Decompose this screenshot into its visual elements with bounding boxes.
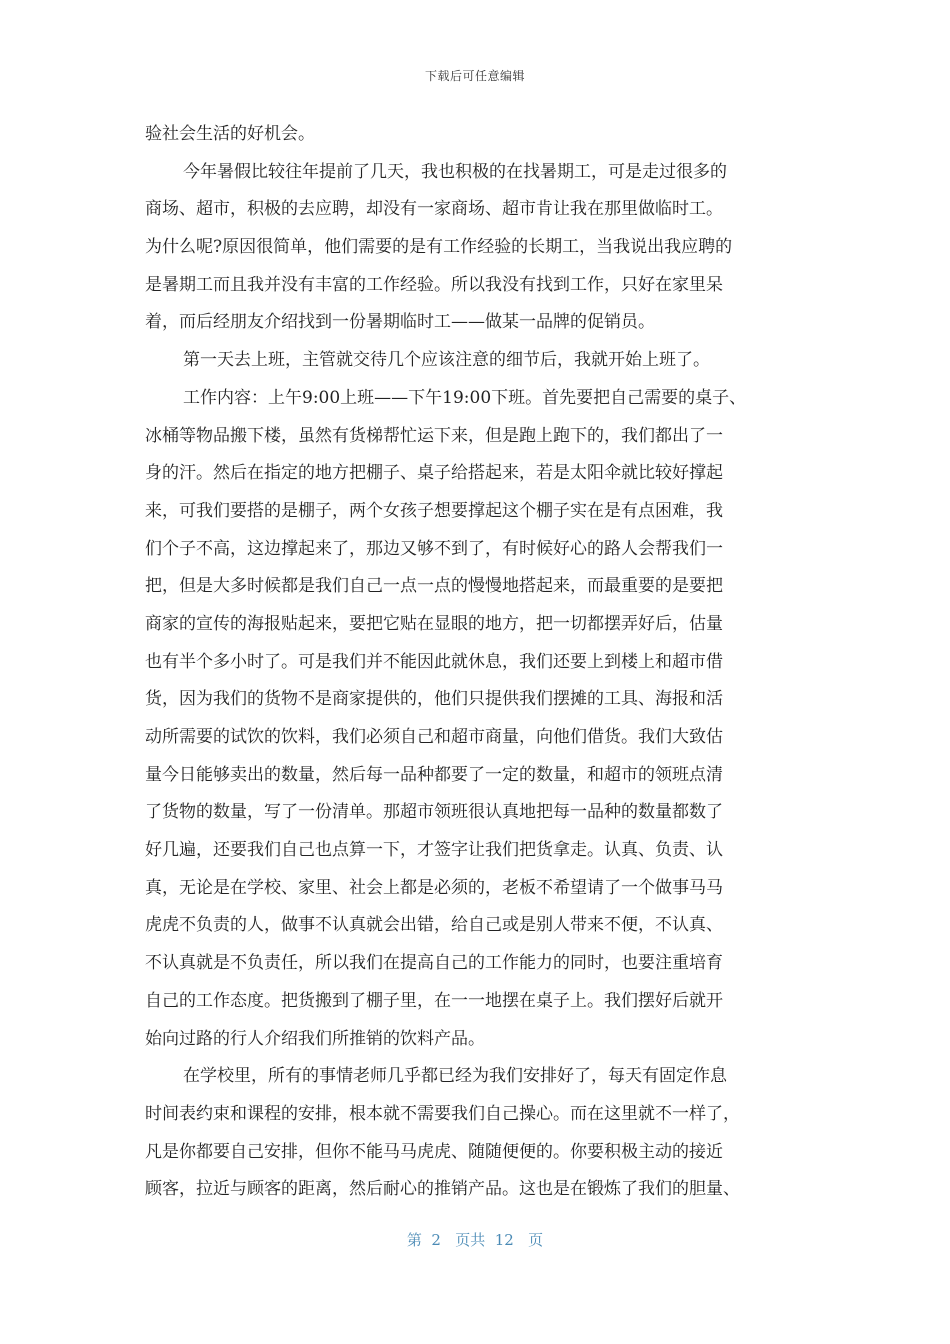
text-line: 今年暑假比较往年提前了几天，我也积极的在找暑期工，可是走过很多的 bbox=[183, 161, 727, 182]
document-body bbox=[145, 116, 810, 1209]
text-line: 凡是你都要自己安排，但你不能马马虎虎、随随便便的。你要积极主动的接近 bbox=[145, 1141, 723, 1162]
text-line: 货，因为我们的货物不是商家提供的，他们只提供我们摆摊的工具、海报和活 bbox=[145, 689, 723, 710]
text-line: 也有半个多小时了。可是我们并不能因此就休息，我们还要上到楼上和超市借 bbox=[145, 651, 723, 672]
text-line: 身的汗。然后在指定的地方把棚子、桌子给搭起来，若是太阳伞就比较好撑起 bbox=[145, 463, 723, 484]
page-header: 下载后可任意编辑 bbox=[424, 69, 525, 83]
text-line: 来，可我们要搭的是棚子，两个女孩子想要撑起这个棚子实在是有点困难，我 bbox=[145, 500, 723, 521]
text-line: 是暑期工而且我并没有丰富的工作经验。所以我没有找到工作，只好在家里呆 bbox=[145, 274, 723, 295]
text-line: 真，无论是在学校、家里、社会上都是必须的，老板不希望请了一个做事马马 bbox=[145, 877, 723, 898]
text-line: 为什么呢?原因很简单，他们需要的是有工作经验的长期工，当我说出我应聘的 bbox=[145, 237, 733, 258]
text-line: 虎虎不负责的人，做事不认真就会出错，给自己或是别人带来不便，不认真、 bbox=[145, 915, 723, 936]
text-line: 始向过路的行人介绍我们所推销的饮料产品。 bbox=[145, 1028, 485, 1049]
text-line: 验社会生活的好机会。 bbox=[145, 124, 315, 144]
text-line: 工作内容：上午9:00上班——下午19:00下班。首先要把自己需要的桌子、 bbox=[183, 387, 747, 408]
text-line: 第一天去上班，主管就交待几个应该注意的细节后，我就开始上班了。 bbox=[183, 350, 710, 371]
text-line: 量今日能够卖出的数量，然后每一品种都要了一定的数量，和超市的领班点清 bbox=[145, 764, 723, 785]
text-line: 好几遍，还要我们自己也点算一下，才签字让我们把货拿走。认真、负责、认 bbox=[145, 840, 723, 861]
text-line: 商场、超市，积极的去应聘，却没有一家商场、超市肯让我在那里做临时工。 bbox=[145, 199, 723, 220]
text-line: 冰桶等物品搬下楼，虽然有货梯帮忙运下来，但是跑上跑下的，我们都出了一 bbox=[145, 425, 723, 446]
text-line: 们个子不高，这边撑起来了，那边又够不到了，有时候好心的路人会帮我们一 bbox=[145, 538, 723, 559]
text-line: 商家的宣传的海报贴起来，要把它贴在显眼的地方，把一切都摆弄好后，估量 bbox=[145, 613, 723, 634]
text-line: 动所需要的试饮的饮料，我们必须自己和超市商量，向他们借货。我们大致估 bbox=[145, 727, 723, 747]
page-number-footer: 第 2 页共 12 页 bbox=[406, 1231, 544, 1249]
text-line: 了货物的数量，写了一份清单。那超市领班很认真地把每一品种的数量都数了 bbox=[145, 802, 723, 823]
text-line: 时间表约束和课程的安排，根本就不需要我们自己操心。而在这里就不一样了， bbox=[145, 1103, 740, 1124]
text-line: 着，而后经朋友介绍找到一份暑期临时工——做某一品牌的促销员。 bbox=[145, 312, 655, 333]
text-line: 自己的工作态度。把货搬到了棚子里，在一一地摆在桌子上。我们摆好后就开 bbox=[145, 990, 723, 1011]
text-line: 在学校里，所有的事情老师几乎都已经为我们安排好了，每天有固定作息 bbox=[183, 1066, 727, 1087]
text-line: 顾客，拉近与顾客的距离，然后耐心的推销产品。这也是在锻炼了我们的胆量、 bbox=[145, 1179, 740, 1200]
text-line: 不认真就是不负责任，所以我们在提高自己的工作能力的同时，也要注重培育 bbox=[145, 953, 723, 974]
text-line: 把，但是大多时候都是我们自己一点一点的慢慢地搭起来，而最重要的是要把 bbox=[145, 576, 723, 597]
